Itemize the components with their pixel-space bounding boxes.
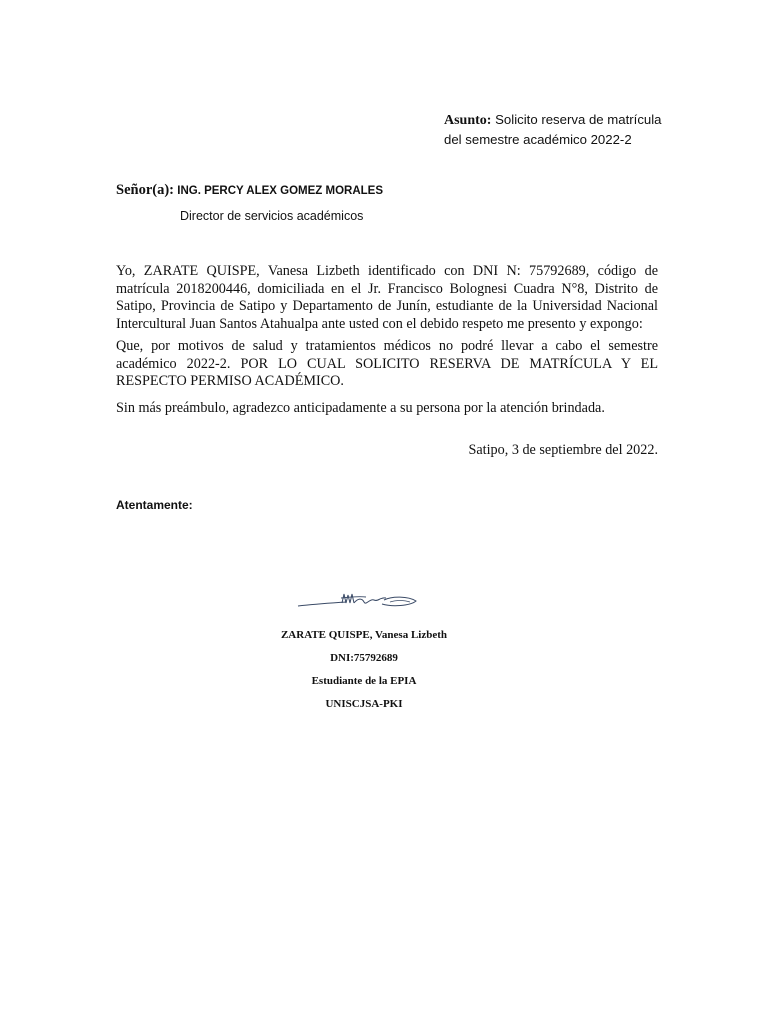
date-line: Satipo, 3 de septiembre del 2022. [468,442,658,458]
body-paragraph-2: Que, por motivos de salud y tratamientos médicos no podré llevar a cabo el semestre académico 2022-2. POR LO CUAL SOLICITO RESERVA DE MATRÍCULA Y EL RESPECTO PERMISO ACADÉMICO. [116,338,658,390]
recipient-label: Señor(a): [116,182,174,198]
body-paragraph-1: Yo, ZARATE QUISPE, Vanesa Lizbeth identificado con DNI N: 75792689, código de matrícula 2018200446, domiciliada en el Jr. Francisco Bolognesi Cuadra N°8, Distrito de Satipo, Provincia de Satipo y Departamento de Junín, estudiante de la Universidad Nacional Intercultural Juan Santos Atahualpa ante usted con el debido respeto me presento y expongo: [116,263,658,332]
recipient-position: Director de servicios académicos [180,209,364,223]
signer-institution: UNISCJSA-PKI [325,698,403,710]
body-paragraph-3: Sin más preámbulo, agradezco anticipadamente a su persona por la atención brindada. [116,400,605,416]
signer-dni: DNI:75792689 [330,652,398,664]
recipient-name: ING. PERCY ALEX GOMEZ MORALES [177,185,383,197]
recipient-line [116,182,383,199]
signature-block [216,628,512,720]
handwritten-signature [296,588,420,614]
subject-block [444,110,674,149]
signer-name: ZARATE QUISPE, Vanesa Lizbeth [280,629,448,641]
subject-text: Solicito reserva de matrícula del semestre académico 2022-2 [444,112,662,147]
signer-role: Estudiante de la EPIA [311,675,417,687]
subject-label: Asunto: [444,113,492,128]
closing-text: Atentamente: [116,498,193,512]
